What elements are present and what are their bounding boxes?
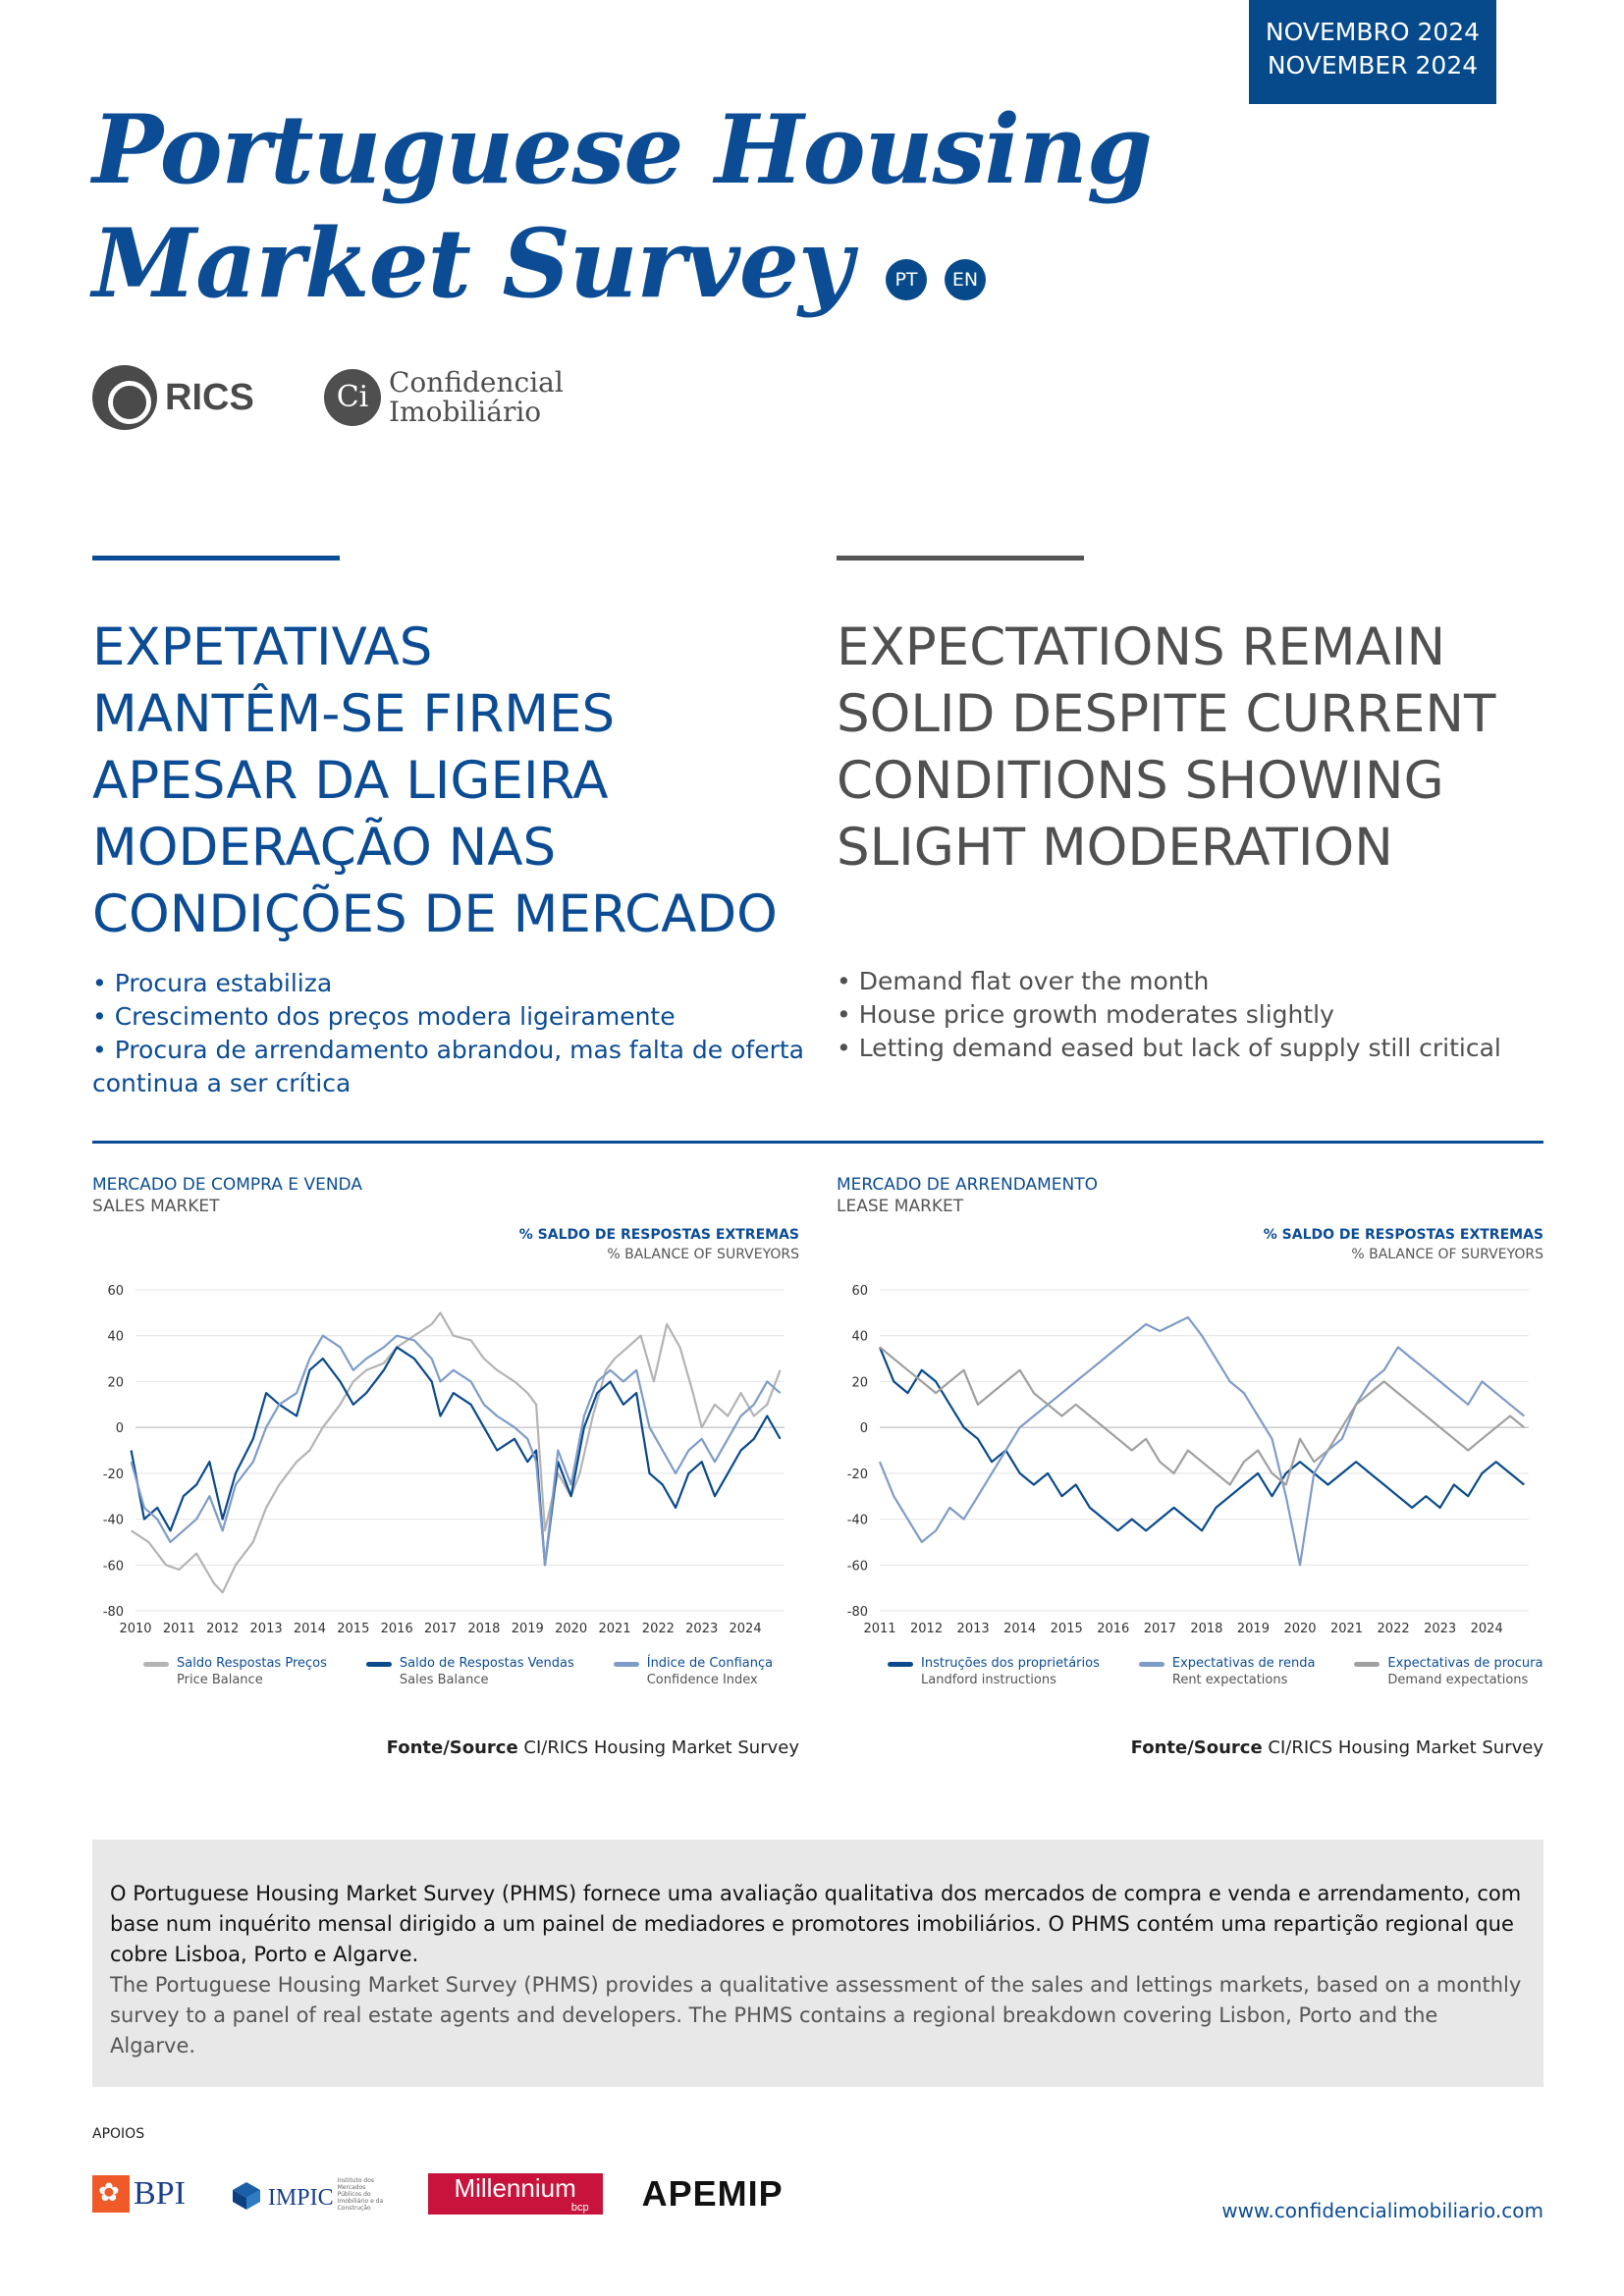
x-tick-label: 2020 [555, 1622, 588, 1636]
legend-label-pt: Expectativas de procura [1387, 1656, 1543, 1671]
y-tick-label: -60 [102, 1559, 124, 1575]
sales-chart-block [92, 1174, 799, 1758]
x-tick-label: 2016 [1097, 1622, 1130, 1636]
ci-logo-line-2: Imobiliário [389, 396, 542, 428]
chart-unit-en: % BALANCE OF SURVEYORS [607, 1247, 799, 1262]
legend-label-pt: Saldo de Respostas Vendas [399, 1656, 574, 1671]
x-tick-label: 2024 [729, 1622, 762, 1636]
impic-logo-subtext: Instituto dos Mercados Públicos do Imobiliário e da Construção [337, 2176, 384, 2212]
x-tick-label: 2020 [1283, 1622, 1317, 1636]
bpi-flower-icon [92, 2175, 130, 2213]
x-tick-label: 2011 [863, 1622, 896, 1636]
bullet-item: • Procura estabiliza [92, 969, 333, 997]
chart-unit-pt: % SALDO DE RESPOSTAS EXTREMAS [518, 1227, 799, 1243]
lang-en-button[interactable]: EN [945, 259, 986, 300]
legend-swatch [614, 1662, 639, 1667]
bullet-item: • Letting demand eased but lack of supply still critical [837, 1034, 1501, 1062]
legend-swatch [888, 1662, 913, 1667]
x-tick-label: 2012 [206, 1622, 240, 1636]
ci-logo-text [389, 368, 564, 427]
y-tick-label: 20 [107, 1375, 124, 1391]
x-tick-label: 2022 [1377, 1622, 1410, 1636]
y-tick-label: 40 [851, 1329, 868, 1345]
x-tick-label: 2018 [1190, 1622, 1223, 1636]
headline-pt-line: APESAR DA LIGEIRA [92, 751, 609, 811]
date-pt: NOVEMBRO 2024 [1265, 18, 1481, 46]
y-tick-label: -20 [846, 1467, 868, 1482]
x-tick-label: 2024 [1470, 1622, 1503, 1636]
y-tick-label: 0 [859, 1421, 868, 1437]
headline-en-line: CONDITIONS SHOWING [837, 751, 1444, 811]
chart-unit-en: % BALANCE OF SURVEYORS [1351, 1247, 1543, 1262]
ci-logo-mark: Ci [324, 369, 381, 426]
x-tick-label: 2018 [467, 1622, 501, 1636]
bullet-item: • Crescimento dos preços modera ligeiramente [92, 1002, 676, 1031]
title-line-2: Market Survey [92, 208, 852, 319]
date-en: NOVEMBER 2024 [1267, 51, 1479, 80]
x-tick-label: 2021 [598, 1622, 631, 1636]
legend-item [1354, 1655, 1543, 1688]
bullets-pt [92, 967, 819, 1100]
impic-cube-icon [225, 2182, 268, 2212]
section-divider [92, 1141, 1543, 1144]
series-line [132, 1347, 781, 1565]
y-tick-label: 60 [107, 1284, 124, 1299]
rics-logo [92, 363, 289, 432]
series-line [132, 1312, 781, 1592]
x-tick-label: 2021 [1329, 1622, 1364, 1636]
y-tick-label: -80 [846, 1605, 868, 1620]
x-tick-label: 2010 [119, 1622, 152, 1636]
series-line [880, 1347, 1524, 1484]
x-tick-label: 2012 [910, 1622, 944, 1636]
legend-label-pt: Saldo Respostas Preços [177, 1656, 327, 1671]
y-tick-label: 20 [851, 1375, 868, 1391]
legend-item [366, 1655, 574, 1688]
bpi-logo [92, 2175, 186, 2213]
legend-label-en: Rent expectations [1171, 1673, 1288, 1687]
y-tick-label: -60 [846, 1559, 868, 1575]
legend-item [888, 1655, 1100, 1688]
headline-pt [92, 614, 819, 948]
y-tick-label: -40 [846, 1513, 868, 1528]
headline-pt-line: EXPETATIVAS [92, 617, 433, 677]
source-text: CI/RICS Housing Market Survey [1262, 1737, 1543, 1758]
series-line [880, 1317, 1524, 1565]
legend-swatch [366, 1662, 392, 1667]
x-tick-label: 2011 [162, 1622, 195, 1636]
x-tick-label: 2015 [1050, 1622, 1083, 1636]
title-line-1: Portuguese Housing [92, 94, 1152, 205]
y-tick-label: -20 [102, 1467, 124, 1482]
x-tick-label: 2023 [685, 1622, 719, 1636]
legend-swatch [1139, 1662, 1164, 1667]
x-tick-label: 2023 [1424, 1622, 1457, 1636]
x-tick-label: 2017 [423, 1622, 458, 1636]
ci-logo-line-1: Confidencial [389, 366, 564, 399]
lease-chart-block [837, 1174, 1543, 1758]
y-tick-label: -80 [102, 1605, 124, 1620]
bullets-en [837, 965, 1524, 1065]
x-tick-label: 2022 [641, 1622, 675, 1636]
rics-logo-text: RICS [165, 376, 254, 418]
headline-en-line: SOLID DESPITE CURRENT [837, 684, 1496, 744]
chart-source [387, 1737, 799, 1758]
chart-source [1131, 1737, 1543, 1758]
sponsors-row [92, 2169, 784, 2218]
page-title [92, 93, 1152, 321]
rics-lion-icon [92, 365, 157, 430]
bullet-item: • House price growth moderates slightly [837, 1000, 1334, 1029]
sponsors-label: APOIOS [92, 2126, 145, 2142]
legend-item [614, 1655, 773, 1688]
source-label: Fonte/Source [1130, 1737, 1263, 1758]
bullet-item: • Procura de arrendamento abrandou, mas falta de oferta continua a ser crítica [92, 1036, 804, 1097]
source-text: CI/RICS Housing Market Survey [517, 1737, 799, 1758]
chart-title-en: SALES MARKET [92, 1197, 220, 1216]
millennium-logo-subtext: bcp [570, 2202, 589, 2214]
x-tick-label: 2013 [956, 1622, 990, 1636]
date-badge [1249, 0, 1496, 104]
info-text-pt: O Portuguese Housing Market Survey (PHMS) fornece uma avaliação qualitativa dos mercados de compra e venda e arrendamento, com base num inquérito mensal dirigido a um painel de mediadores e promotores imobiliários. O PHMS contém uma repartição regional que cobre Lisboa, Porto e Algarve. [110, 1882, 1522, 1966]
legend-label-en: Sales Balance [399, 1673, 489, 1687]
section-rule-en [837, 556, 1084, 561]
legend-label-pt: Expectativas de renda [1171, 1656, 1316, 1671]
info-box [92, 1840, 1543, 2087]
y-tick-label: -40 [102, 1513, 124, 1528]
legend-label-pt: Índice de Confiança [646, 1656, 774, 1671]
legend-label-en: Landford instructions [921, 1673, 1056, 1687]
source-label: Fonte/Source [386, 1737, 518, 1758]
legend-swatch [1354, 1662, 1380, 1667]
sales-chart-legend [143, 1655, 773, 1688]
bullet-item: • Demand flat over the month [837, 967, 1210, 995]
impic-logo [225, 2177, 389, 2212]
lease-chart [837, 1272, 1543, 1645]
website-link[interactable]: www.confidencialimobiliario.com [1221, 2199, 1543, 2222]
y-tick-label: 0 [115, 1421, 124, 1437]
sales-chart [92, 1272, 799, 1645]
x-tick-label: 2013 [249, 1622, 283, 1636]
legend-swatch [143, 1662, 169, 1667]
x-tick-label: 2019 [1236, 1622, 1270, 1636]
legend-label-en: Confidence Index [646, 1673, 758, 1687]
headline-pt-line: CONDIÇÕES DE MERCADO [92, 884, 778, 944]
series-line [880, 1347, 1524, 1530]
legend-label-en: Price Balance [177, 1673, 263, 1687]
apemip-logo: APEMIP [641, 2173, 784, 2214]
legend-label-pt: Instruções dos proprietários [921, 1656, 1100, 1671]
info-text-en: The Portuguese Housing Market Survey (PHMS) provides a qualitative assessment of the sales and lettings markets, based on a monthly survey to a panel of real estate agents and developers. The PHMS contains a regional breakdown covering Lisbon, Porto and the Algarve. [110, 1973, 1522, 2057]
headline-en [837, 614, 1563, 881]
chart-title-en: LEASE MARKET [837, 1197, 964, 1216]
x-tick-label: 2016 [380, 1622, 413, 1636]
x-tick-label: 2019 [511, 1622, 544, 1636]
y-tick-label: 40 [107, 1329, 124, 1345]
chart-title-pt: MERCADO DE ARRENDAMENTO [837, 1175, 1099, 1195]
legend-label-en: Demand expectations [1387, 1673, 1529, 1687]
lease-chart-legend [888, 1655, 1543, 1688]
x-tick-label: 2014 [1003, 1622, 1037, 1636]
headline-en-line: SLIGHT MODERATION [837, 818, 1393, 878]
millennium-logo-text: Millennium [454, 2173, 576, 2203]
headline-pt-line: MODERAÇÃO NAS [92, 818, 557, 878]
lang-pt-button[interactable]: PT [886, 259, 927, 300]
x-tick-label: 2017 [1143, 1622, 1176, 1636]
ci-logo [324, 363, 564, 432]
x-tick-label: 2015 [337, 1622, 370, 1636]
millennium-logo [428, 2173, 603, 2215]
headline-pt-line: MANTÊM-SE FIRMES [92, 684, 616, 744]
headline-en-line: EXPECTATIONS REMAIN [837, 617, 1446, 677]
legend-item [143, 1655, 327, 1688]
series-line [132, 1336, 781, 1566]
x-tick-label: 2014 [293, 1622, 326, 1636]
chart-unit-pt: % SALDO DE RESPOSTAS EXTREMAS [1263, 1227, 1543, 1243]
impic-logo-text: IMPIC [267, 2184, 334, 2211]
y-tick-label: 60 [851, 1284, 868, 1299]
legend-item [1139, 1655, 1316, 1688]
bpi-logo-text: BPI [134, 2175, 186, 2212]
chart-title-pt: MERCADO DE COMPRA E VENDA [92, 1175, 362, 1195]
section-rule-pt [92, 556, 340, 561]
